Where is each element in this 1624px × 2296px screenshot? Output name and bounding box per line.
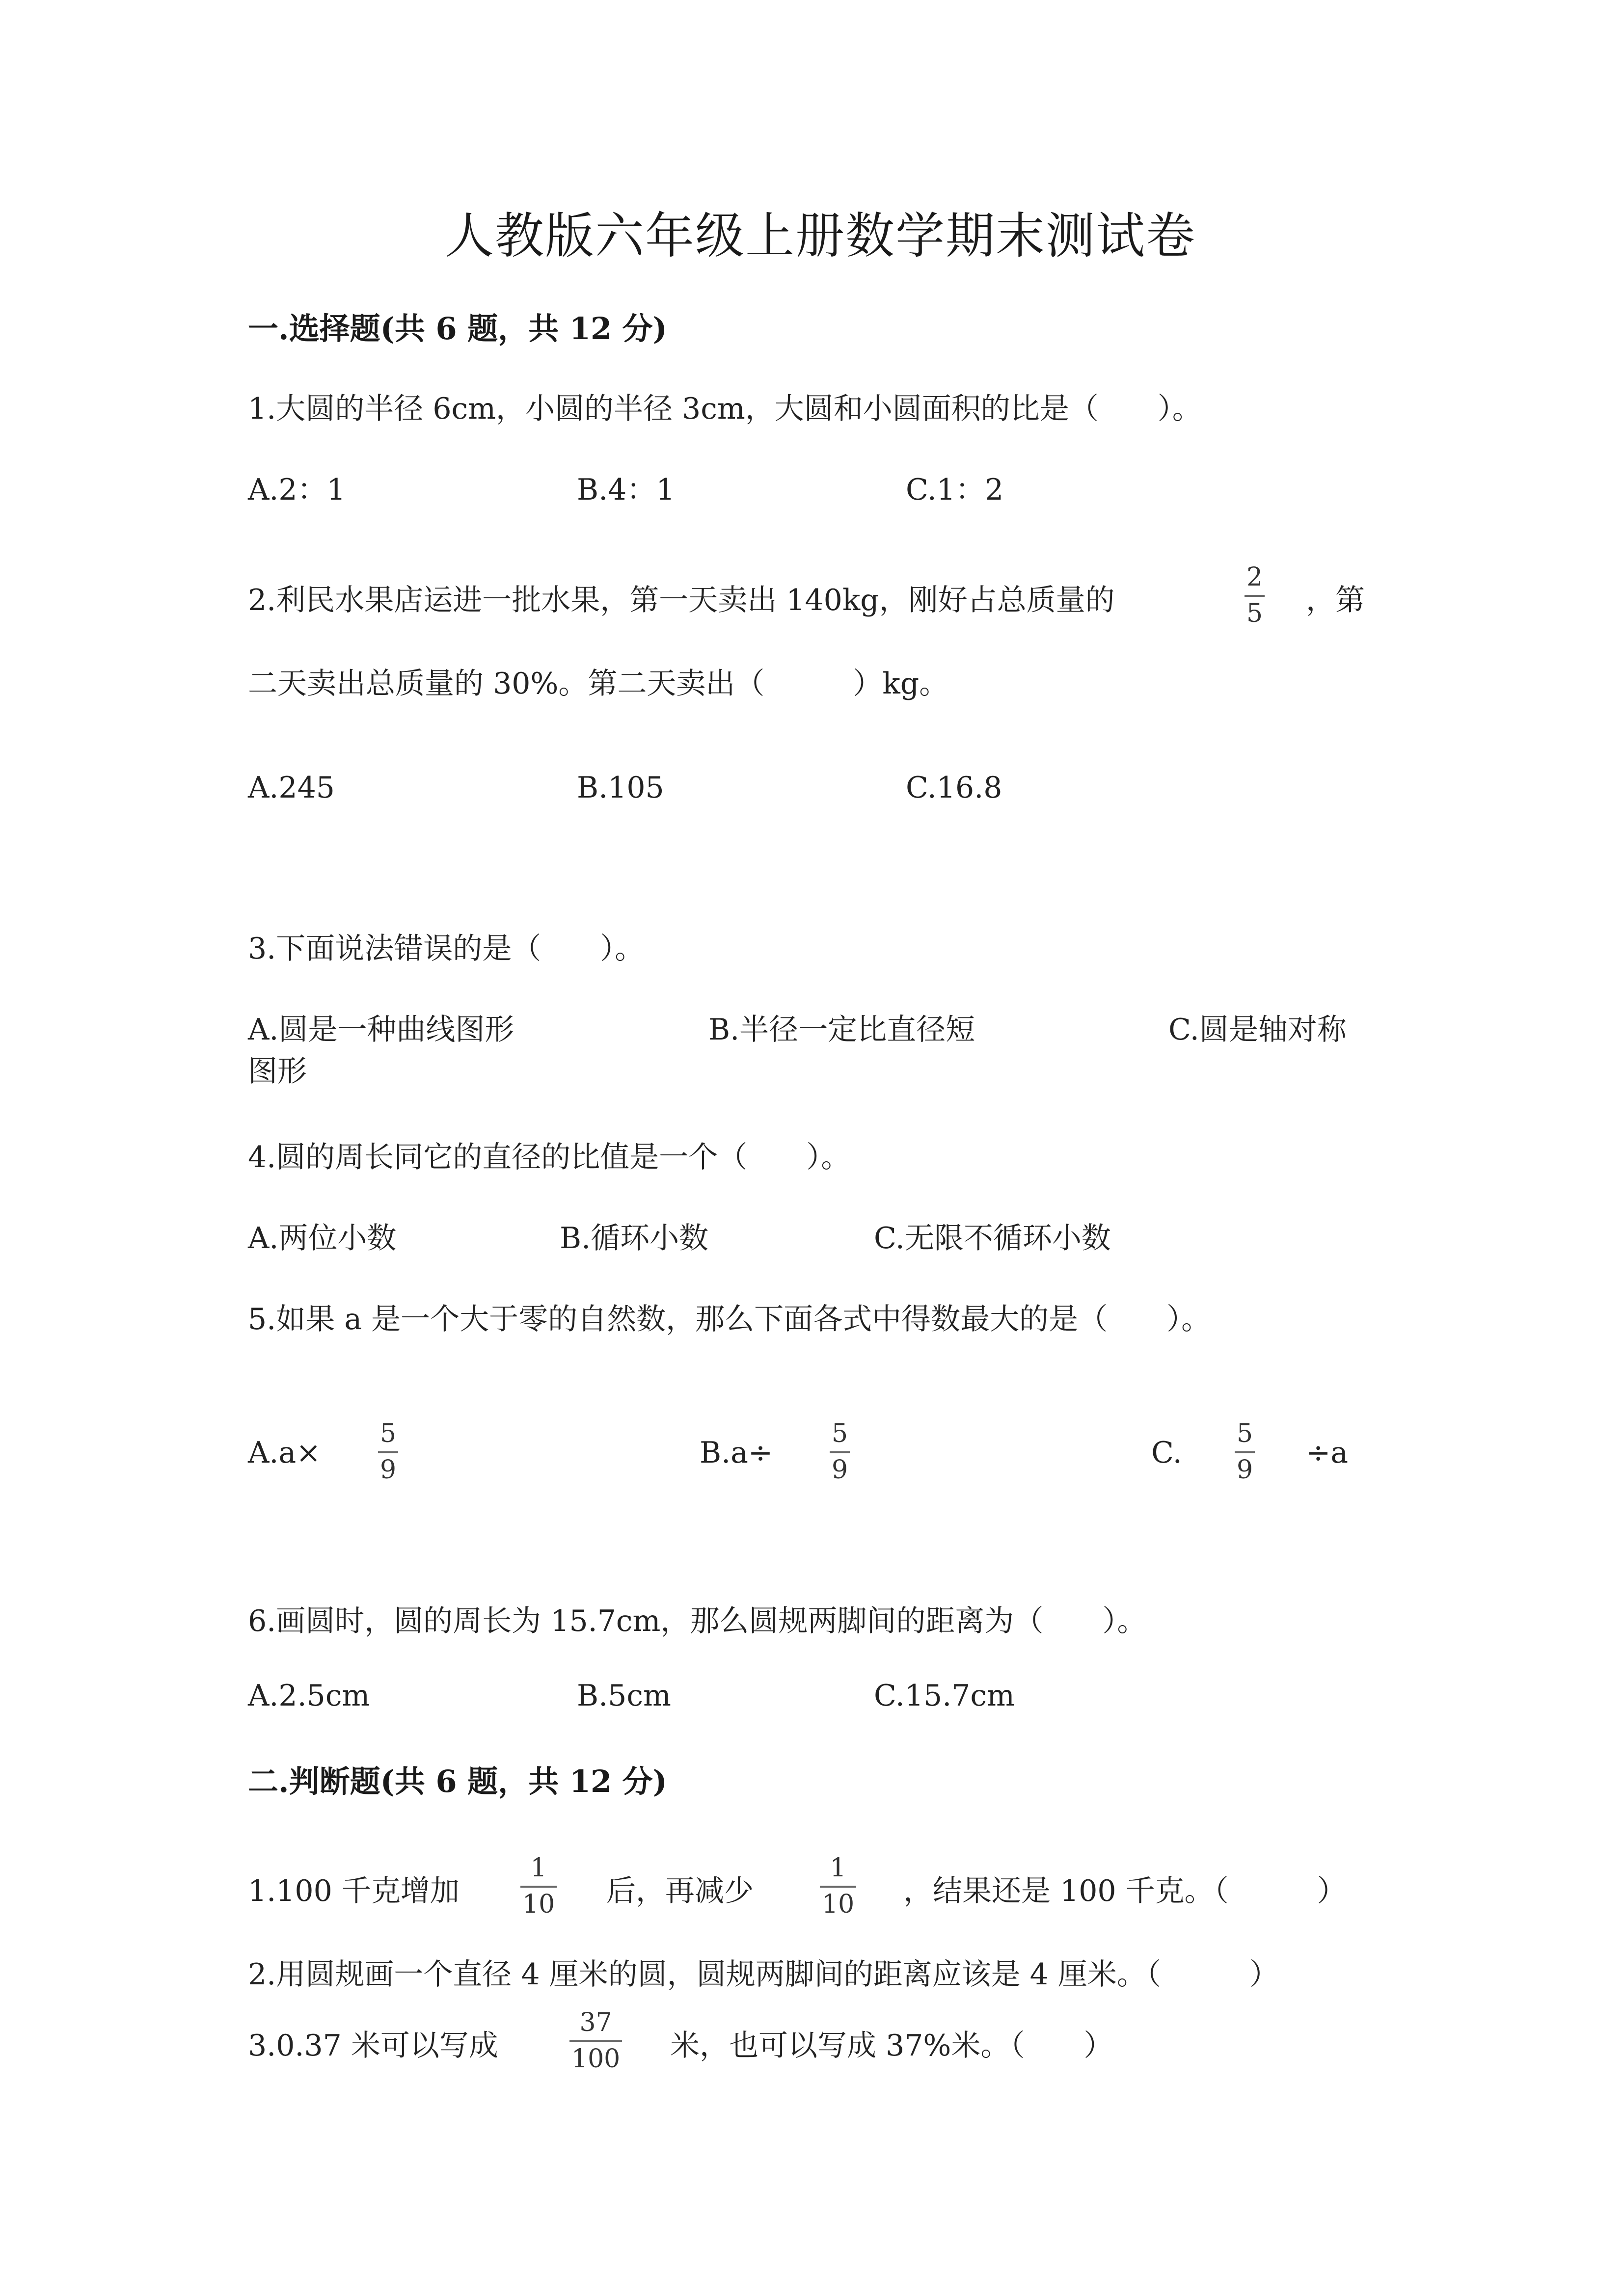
fraction-numerator: 37 (579, 2008, 612, 2037)
fraction-bar (520, 1886, 557, 1888)
fraction-denominator: 10 (822, 1890, 855, 1919)
q6-option-a[interactable]: A.2.5cm (248, 1679, 370, 1713)
section-heading-judgement: 二.判断题(共 6 题，共 12 分) (248, 1763, 668, 1799)
fraction-numerator: 5 (1237, 1419, 1253, 1448)
fraction-bar (378, 1451, 398, 1453)
judgement-1-a: 1.100 千克增加 (248, 1874, 460, 1908)
q2-option-a[interactable]: A.245 (248, 771, 335, 805)
q3-option-c[interactable]: C.圆是轴对称 (1168, 1013, 1347, 1047)
fraction-one-tenth-b (820, 1855, 856, 1917)
fraction-bar (820, 1886, 856, 1888)
fraction-numerator: 5 (832, 1419, 848, 1448)
question-2-line2: 二天卖出总质量的 30%。第二天卖出（ ）kg。 (248, 667, 949, 701)
q2-option-c[interactable]: C.16.8 (906, 771, 1002, 805)
fraction-bar (569, 2040, 622, 2042)
question-1: 1.大圆的半径 6cm，小圆的半径 3cm，大圆和小圆面积的比是（ ）。 (248, 392, 1202, 426)
judgement-3-b: 米，也可以写成 37%米。（ ） (670, 2029, 1113, 2063)
fraction-five-ninths-b (830, 1421, 850, 1483)
q4-option-c[interactable]: C.无限不循环小数 (874, 1221, 1111, 1255)
question-2-line1: 2.利民水果店运进一批水果，第一天卖出 140kg，刚好占总质量的 (248, 583, 1115, 617)
fraction-two-fifths (1245, 564, 1265, 626)
fraction-bar (830, 1451, 850, 1453)
page-title: 人教版六年级上册数学期末测试卷 (445, 207, 1196, 265)
fraction-numerator: 1 (830, 1853, 846, 1883)
q3-option-c-wrap: 图形 (248, 1054, 307, 1089)
q4-option-a[interactable]: A.两位小数 (248, 1221, 397, 1255)
q1-option-c[interactable]: C.1：2 (906, 473, 1004, 507)
q5-option-b[interactable]: B.a÷ (700, 1436, 773, 1470)
q3-option-a[interactable]: A.圆是一种曲线图形 (248, 1013, 514, 1047)
q5-option-c[interactable]: C. (1151, 1436, 1182, 1470)
fraction-five-ninths-a (378, 1421, 398, 1483)
fraction-numerator: 1 (530, 1853, 547, 1883)
fraction-numerator: 2 (1246, 562, 1263, 592)
judgement-1-b: 后，再减少 (606, 1874, 754, 1908)
fraction-denominator: 9 (832, 1455, 848, 1485)
q1-option-a[interactable]: A.2：1 (248, 473, 346, 507)
question-5: 5.如果 a 是一个大于零的自然数，那么下面各式中得数最大的是（ ）。 (248, 1302, 1211, 1336)
fraction-denominator: 100 (571, 2044, 621, 2074)
section-heading-choice: 一.选择题(共 6 题，共 12 分) (248, 311, 668, 347)
fraction-bar (1245, 595, 1265, 597)
fraction-numerator: 5 (380, 1419, 397, 1448)
judgement-2: 2.用圆规画一个直径 4 厘米的圆，圆规两脚间的距离应该是 4 厘米。（ ） (248, 1957, 1279, 1992)
question-6: 6.画圆时，圆的周长为 15.7cm，那么圆规两脚间的距离为（ ）。 (248, 1604, 1147, 1638)
fraction-denominator: 5 (1246, 599, 1263, 628)
q6-option-c[interactable]: C.15.7cm (874, 1679, 1015, 1713)
q4-option-b[interactable]: B.循环小数 (560, 1221, 709, 1255)
q1-option-b[interactable]: B.4：1 (577, 473, 675, 507)
fraction-bar (1235, 1451, 1255, 1453)
question-2-line1-tail: ，第 (1306, 583, 1365, 617)
fraction-denominator: 10 (522, 1890, 555, 1919)
q5-option-a[interactable]: A.a× (248, 1436, 321, 1470)
fraction-five-ninths-c (1235, 1421, 1255, 1483)
judgement-1-c: ，结果还是 100 千克。（ ） (903, 1874, 1347, 1908)
fraction-one-tenth-a (520, 1855, 557, 1917)
q3-option-b[interactable]: B.半径一定比直径短 (708, 1013, 975, 1047)
q5-option-c-tail: ÷a (1306, 1436, 1349, 1470)
fraction-denominator: 9 (1237, 1455, 1253, 1485)
question-3: 3.下面说法错误的是（ ）。 (248, 932, 645, 966)
q6-option-b[interactable]: B.5cm (577, 1679, 671, 1713)
fraction-37-100 (569, 2010, 622, 2072)
judgement-3-a: 3.0.37 米可以写成 (248, 2029, 498, 2063)
fraction-denominator: 9 (380, 1455, 397, 1485)
question-4: 4.圆的周长同它的直径的比值是一个（ ）。 (248, 1140, 851, 1175)
q2-option-b[interactable]: B.105 (577, 771, 664, 805)
